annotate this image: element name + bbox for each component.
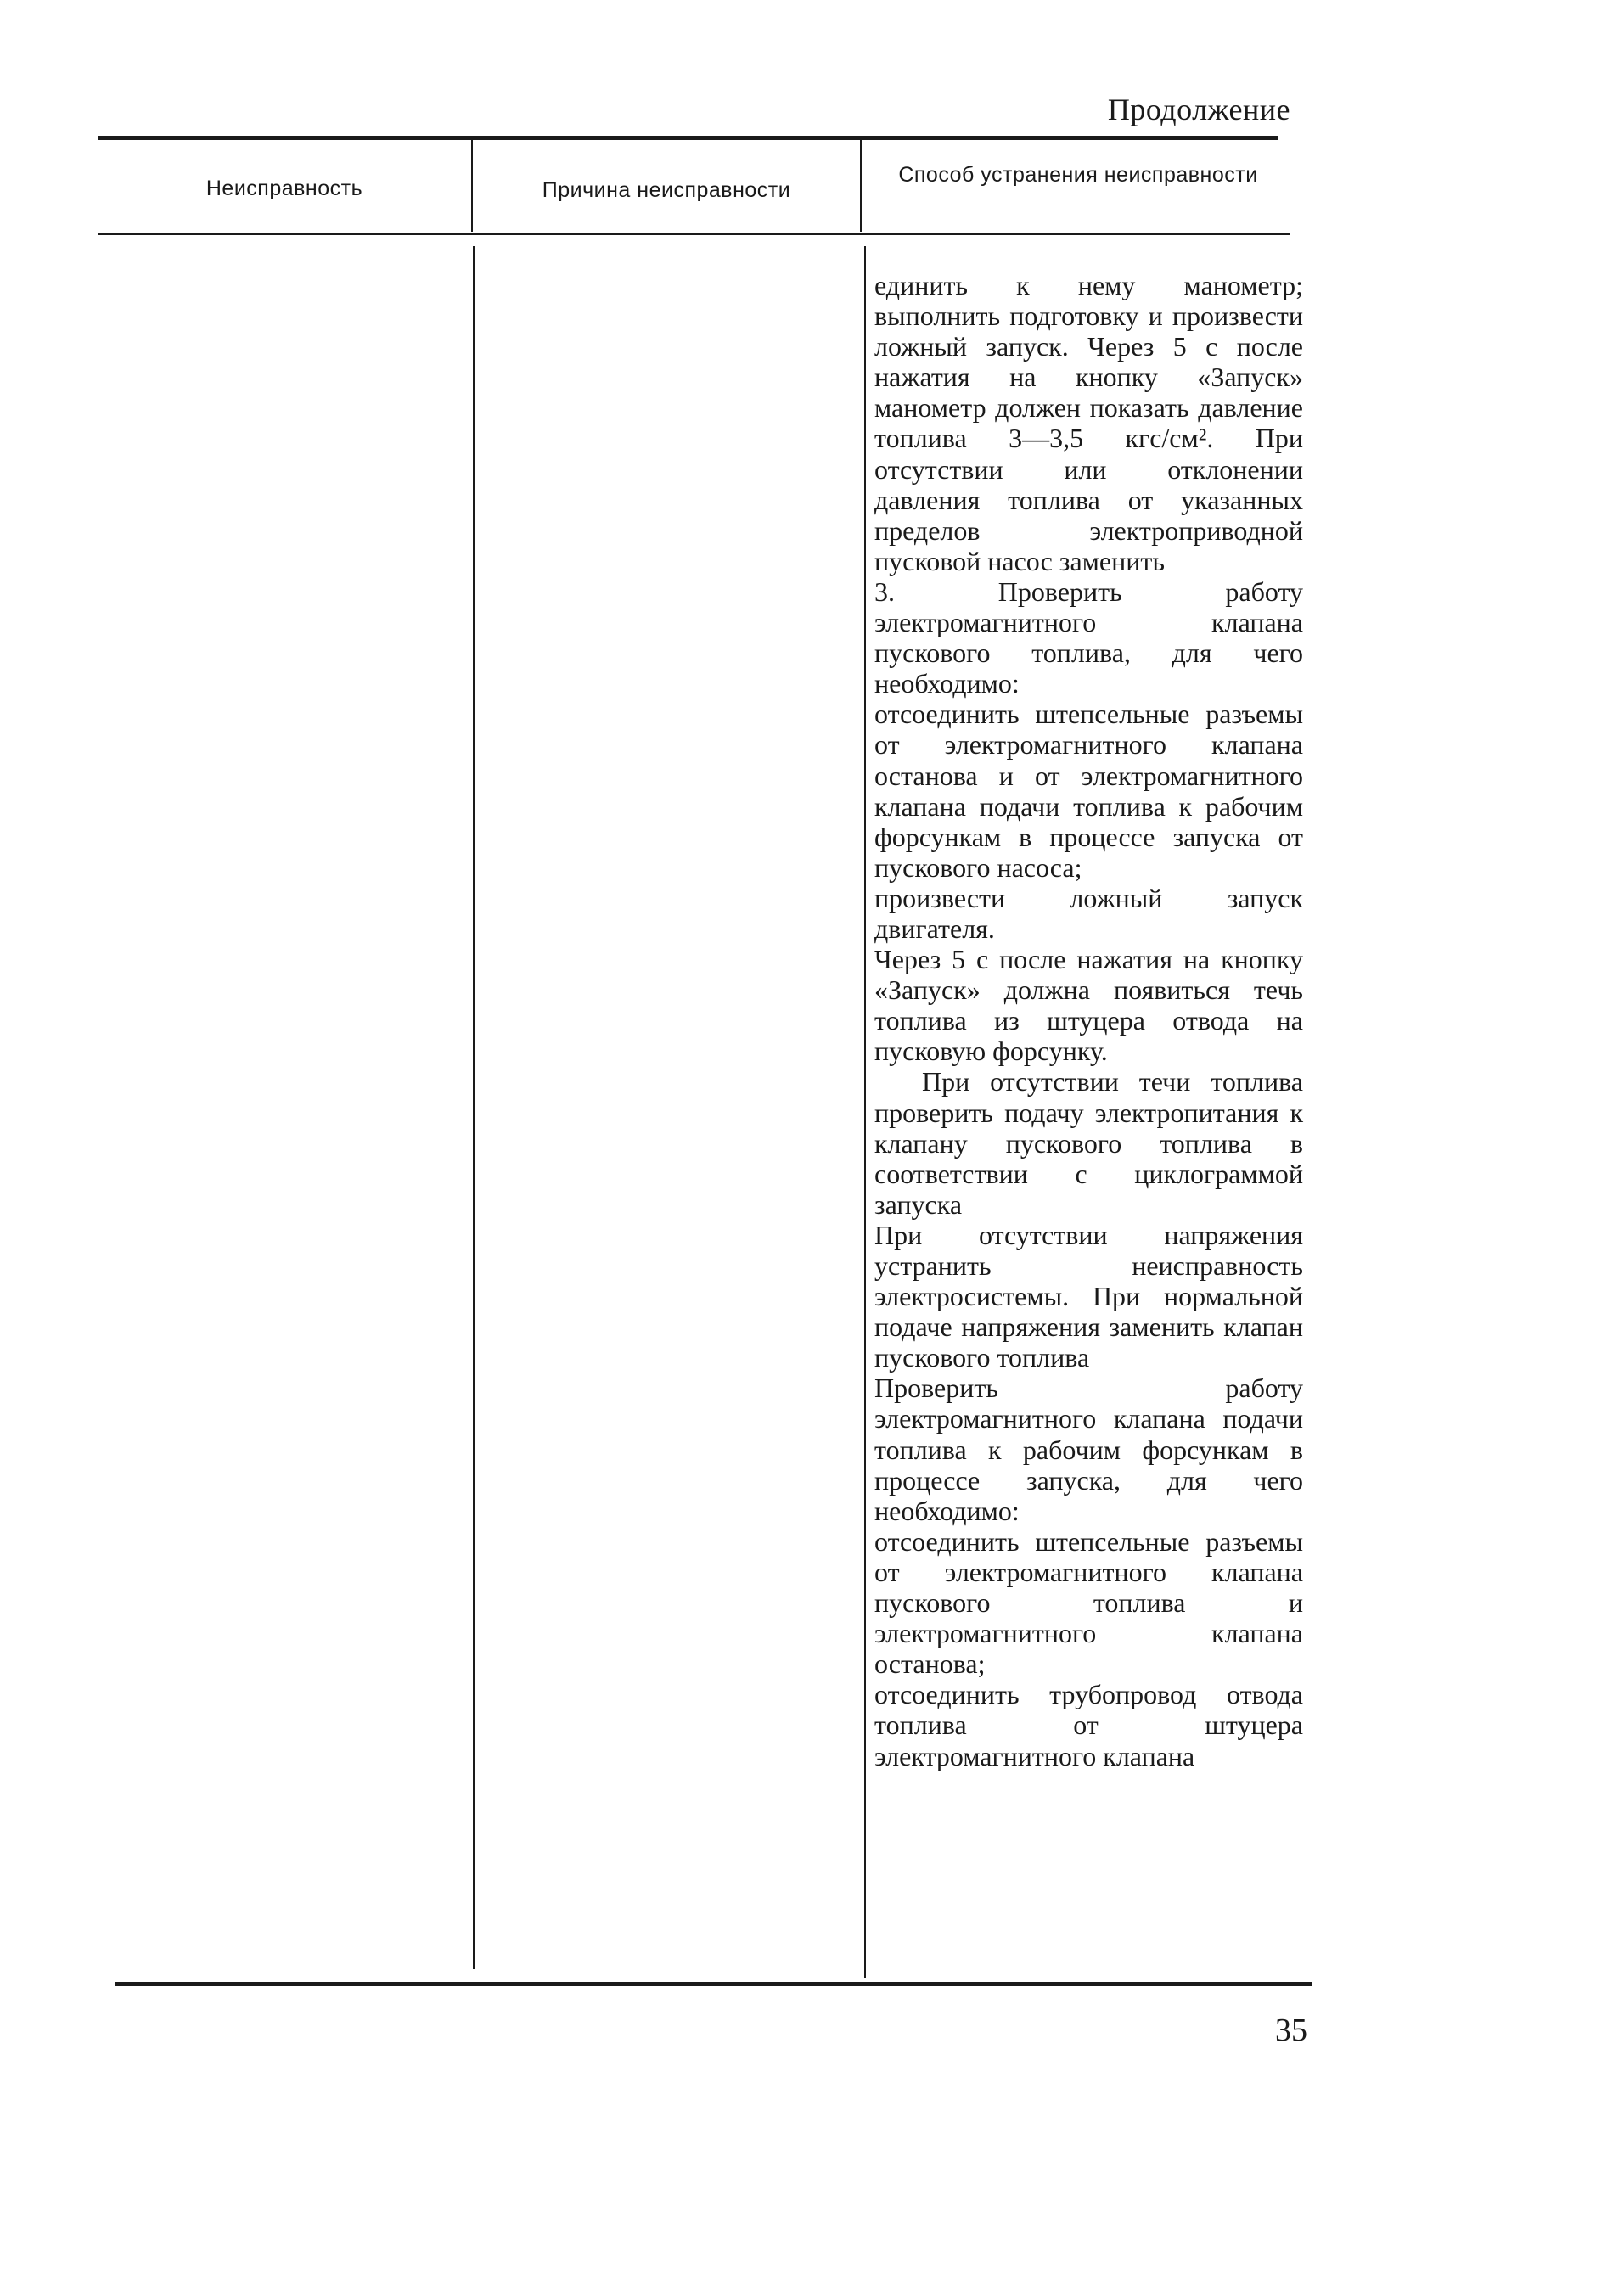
column-divider-2 — [864, 246, 866, 1978]
remedy-paragraph: При отсутствии напряжения устранить неисправность электросистемы. При нормальной подаче напряжения заменить клапан пускового топлива — [874, 1219, 1303, 1373]
remedy-paragraph: отсоединить штепсельные разъемы от электромагнитного клапана останова и от электромагнитного клапана подачи топлива к рабочим форсункам в процессе запуска от пускового насоса; — [874, 699, 1303, 883]
table-top-rule — [98, 136, 1278, 140]
header-column-divider-1 — [471, 140, 473, 232]
header-column-divider-2 — [860, 140, 862, 232]
remedy-paragraph: Через 5 с после нажатия на кнопку «Запуск» должна появиться течь топлива из штуцера отвода на пусковую форсунку. — [874, 944, 1303, 1067]
header-cause: Причина неисправности — [542, 178, 791, 202]
remedy-paragraph: отсоединить штепсельные разъемы от электромагнитного клапана пускового топлива и электромагнитного клапана останова; — [874, 1525, 1303, 1680]
continuation-label: Продолжение — [1107, 93, 1290, 126]
remedy-paragraph: 3. Проверить работу электромагнитного клапана пускового топлива, для чего необходимо: — [874, 575, 1303, 699]
table-bottom-rule — [115, 1982, 1312, 1986]
remedy-paragraph: Проверить работу электромагнитного клапана подачи топлива к рабочим форсункам в процессе запуска, для чего необходимо: — [874, 1373, 1303, 1526]
column-divider-1 — [473, 246, 475, 1969]
table-header-rule — [98, 233, 1290, 235]
remedy-column-text — [874, 270, 1303, 1771]
remedy-paragraph: единить к нему манометр; выполнить подготовку и произвести ложный запуск. Через 5 с после нажатия на кнопку «Запуск» манометр должен показать давление топлива 3—3,5 кгс/см². При отсутствии или отклонении давления топлива от указанных пределов электроприводной пусковой насос заменить — [874, 270, 1303, 576]
header-remedy: Способ устранения неисправности — [898, 163, 1258, 187]
remedy-paragraph: отсоединить трубопровод отвода топлива от штуцера электромагнитного клапана — [874, 1679, 1303, 1771]
remedy-paragraph: При отсутствии течи топлива проверить подачу электропитания к клапану пускового топлива в соответствии с циклограммой запуска — [874, 1066, 1303, 1220]
page-number: 35 — [1275, 2013, 1307, 2048]
header-fault: Неисправность — [205, 177, 363, 200]
remedy-paragraph: произвести ложный запуск двигателя. — [874, 882, 1303, 944]
